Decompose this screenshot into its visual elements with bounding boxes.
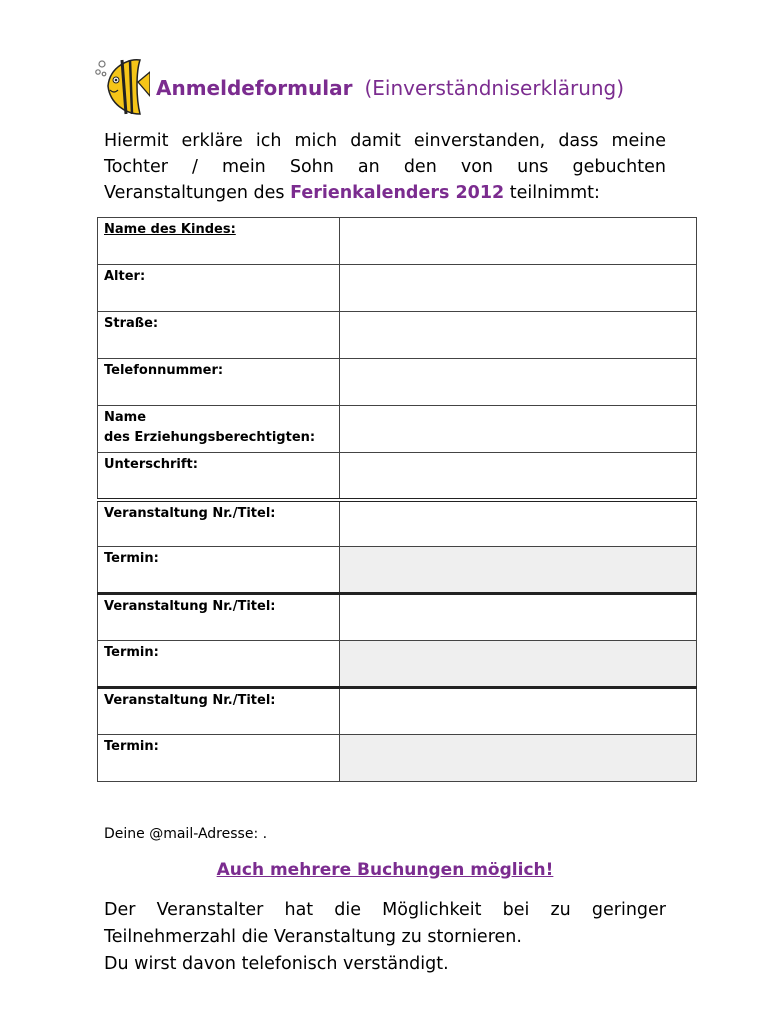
email-label: Deine @mail-Adresse: [104,826,259,842]
multiple-bookings-note: Auch mehrere Buchungen möglich! [216,860,554,880]
event-row-2-title [98,594,697,641]
event-row-3-title [98,688,697,735]
title-main: Anmeldeformular [156,76,353,100]
intro-part1: Hiermit erkläre ich mich damit einverstanden, dass meine Tochter / mein Sohn an den von uns gebuchten Veranstaltungen des [104,131,666,203]
label-event-title: Veranstaltung Nr./Titel: [98,688,340,735]
event-row-3-date [98,735,697,782]
intro-text [104,128,666,206]
input-event-title-1[interactable] [340,500,697,547]
closing-line-2: Teilnehmerzahl die Veranstaltung zu stornieren. [104,927,522,947]
email-value[interactable]: . [262,826,268,842]
intro-part2: teilnimmt: [504,183,600,203]
form-row-guardian [98,406,697,453]
input-event-title-2[interactable] [340,594,697,641]
label-event-title: Veranstaltung Nr./Titel: [98,500,340,547]
event-row-2-date [98,641,697,688]
form-row-phone [98,359,697,406]
input-date-3[interactable] [340,735,697,782]
registration-form-table [97,217,697,782]
form-row-signature [98,453,697,500]
input-child-name[interactable] [340,218,697,265]
input-date-1[interactable] [340,547,697,594]
input-date-2[interactable] [340,641,697,688]
page-title [156,76,624,100]
input-street[interactable] [340,312,697,359]
label-signature: Unterschrift: [98,453,340,500]
email-line [104,826,267,842]
label-age: Alter: [98,265,340,312]
input-phone[interactable] [340,359,697,406]
event-row-1-title [98,500,697,547]
closing-text [104,897,666,978]
event-row-1-date [98,547,697,594]
input-signature[interactable] [340,453,697,500]
closing-line-3: Du wirst davon telefonisch verständigt. [104,954,449,974]
closing-line-1: Der Veranstalter hat die Möglichkeit bei zu geringer [104,900,666,920]
label-child-name: Name des Kindes: [98,218,340,265]
input-age[interactable] [340,265,697,312]
label-date: Termin: [98,735,340,782]
input-guardian[interactable] [340,406,697,453]
label-phone: Telefonnummer: [98,359,340,406]
form-row-child-name [98,218,697,265]
title-subtitle: (Einverständniserklärung) [364,76,625,100]
input-event-title-3[interactable] [340,688,697,735]
label-date: Termin: [98,547,340,594]
label-event-title: Veranstaltung Nr./Titel: [98,594,340,641]
form-row-age [98,265,697,312]
label-date: Termin: [98,641,340,688]
label-guardian: Name des Erziehungsberechtigten: [98,406,340,453]
intro-highlight: Ferienkalenders 2012 [290,183,505,203]
fish-logo-icon [92,52,150,120]
label-street: Straße: [98,312,340,359]
form-row-street [98,312,697,359]
